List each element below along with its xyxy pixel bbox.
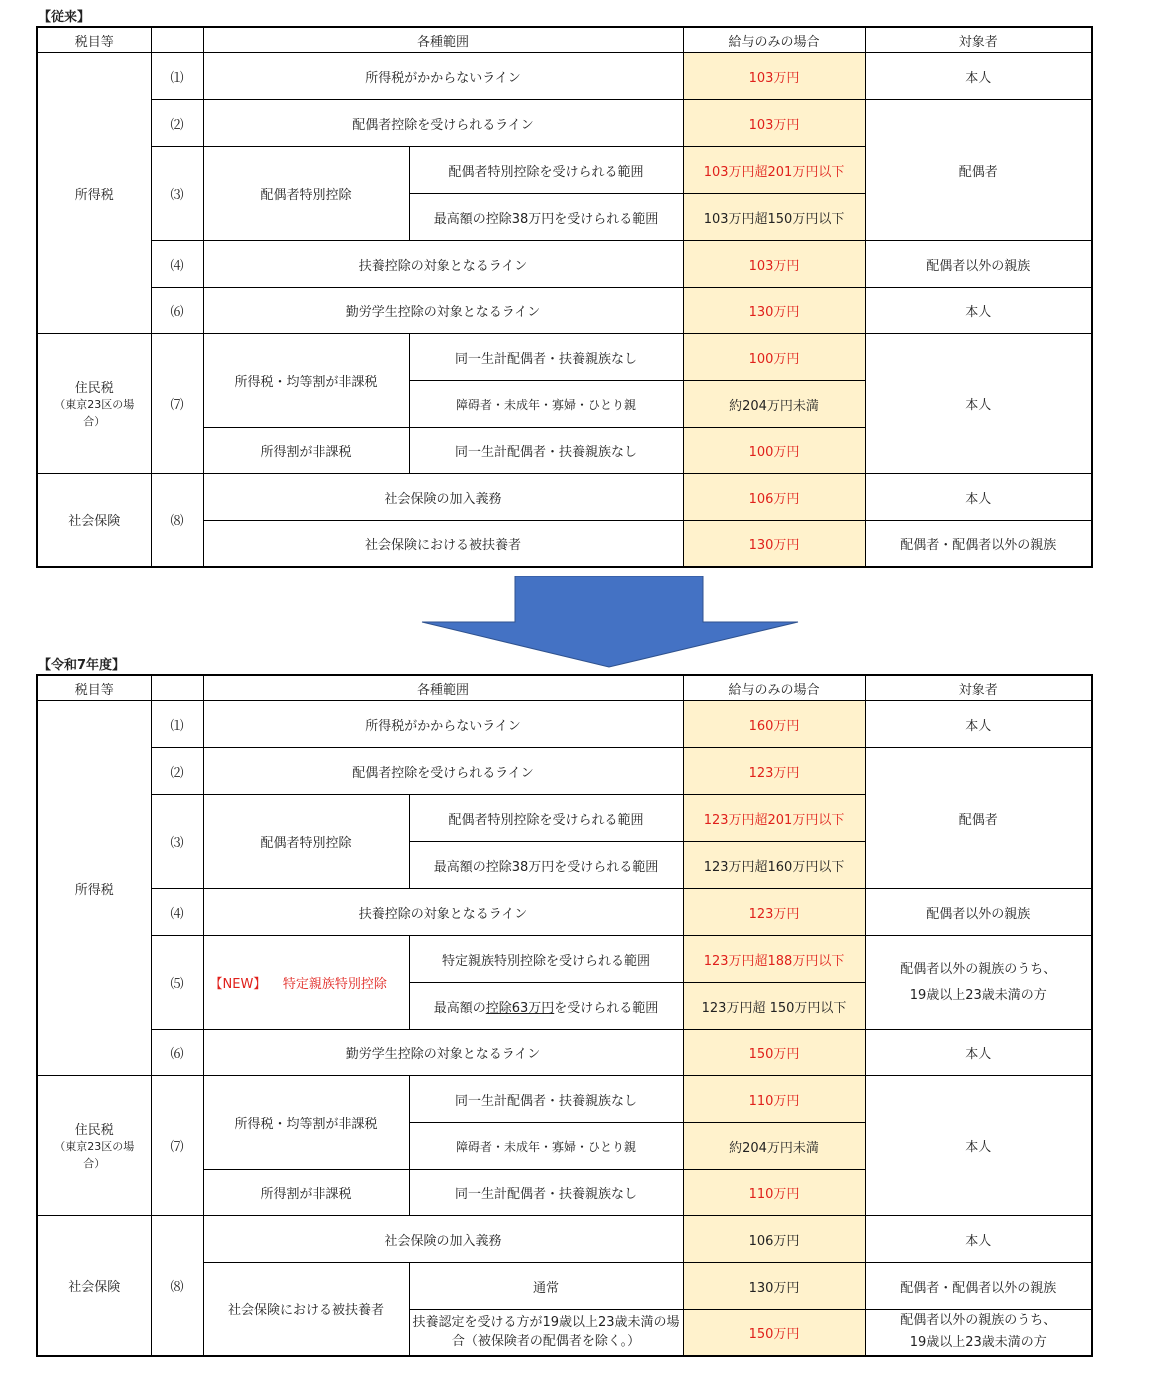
header-target: 対象者 [865,27,1092,53]
salary-value: 約204万円未満 [683,381,865,428]
sub-range-text: 最高額の [433,1000,486,1016]
header-tax-item: 税目等 [37,27,151,53]
new-badge: 【NEW】 [209,977,267,992]
sub-range-label: 配偶者特別控除を受けられる範囲 [409,147,683,194]
salary-value: 150万円 [683,1030,865,1076]
sub-range-label: 最高額の控除38万円を受けられる範囲 [409,842,683,889]
section-title-previous: 【従来】 [38,10,91,25]
target-label: 配偶者以外の親族 [865,241,1092,288]
sub-range-label: 特定親族特別控除を受けられる範囲 [409,936,683,983]
category-social-insurance: 社会保険 [37,474,151,567]
target-label: 配偶者 [865,100,1092,241]
range-label: 社会保険の加入義務 [203,1216,683,1263]
header-no [151,27,203,53]
salary-value: 106万円 [683,474,865,521]
sub-range-label: 通常 [409,1263,683,1310]
sub-range-label: 同一生計配偶者・扶養親族なし [409,1170,683,1216]
target-label: 本人 [865,1076,1092,1216]
table-row [37,288,1092,334]
range-label: 所得割が非課税 [203,428,409,474]
header-target: 対象者 [865,675,1092,701]
table-row [37,1030,1092,1076]
range-label: 社会保険における被扶養者 [203,1263,409,1356]
category-social-insurance: 社会保険 [37,1216,151,1356]
range-label: 所得税・均等割が非課税 [203,1076,409,1170]
target-label: 本人 [865,53,1092,100]
salary-value: 103万円 [683,53,865,100]
table-row [37,334,1092,381]
table-row [37,889,1092,936]
header-tax-item: 税目等 [37,675,151,701]
row-number: ⑹ [151,288,203,334]
sub-range-label: 同一生計配偶者・扶養親族なし [409,1076,683,1123]
target-label [865,1310,1092,1356]
salary-value: 106万円 [683,1216,865,1263]
header-no [151,675,203,701]
category-income-tax: 所得税 [37,701,151,1076]
salary-value: 100万円 [683,428,865,474]
previous-rules-table [36,26,1093,568]
category-income-tax: 所得税 [37,53,151,334]
target-label: 本人 [865,1030,1092,1076]
range-label: 所得割が非課税 [203,1170,409,1216]
down-arrow-icon [420,576,800,668]
category-note: （東京23区の場合） [54,398,135,428]
range-label: 配偶者特別控除 [203,795,409,889]
range-label: 社会保険の加入義務 [203,474,683,521]
row-number: ⑺ [151,334,203,474]
sub-range-label: 同一生計配偶者・扶養親族なし [409,428,683,474]
header-row [37,675,1092,701]
salary-value: 103万円超201万円以下 [683,147,865,194]
row-number: ⑸ [151,936,203,1030]
target-label: 本人 [865,474,1092,521]
table-row [37,100,1092,147]
target-line: 19歳以上23歳未満の方 [909,1335,1047,1351]
table-row [37,1216,1092,1263]
range-label: 所得税・均等割が非課税 [203,334,409,428]
salary-value: 130万円 [683,1263,865,1310]
sub-range-label: 障碍者・未成年・寡婦・ひとり親 [409,381,683,428]
salary-value: 150万円 [683,1310,865,1356]
header-row [37,27,1092,53]
range-label: 勤労学生控除の対象となるライン [203,288,683,334]
salary-value: 130万円 [683,288,865,334]
row-number: ⑹ [151,1030,203,1076]
sub-range-label: 配偶者特別控除を受けられる範囲 [409,795,683,842]
table-row [37,1076,1092,1123]
table-row [37,701,1092,748]
sub-range-label: 障碍者・未成年・寡婦・ひとり親 [409,1123,683,1170]
table-row [37,241,1092,288]
row-number: ⑻ [151,1216,203,1356]
salary-value: 123万円超188万円以下 [683,936,865,983]
category-label: 住民税 [74,1123,114,1138]
salary-value: 123万円 [683,889,865,936]
range-label: 所得税がかからないライン [203,53,683,100]
header-range: 各種範囲 [203,27,683,53]
table-row [37,748,1092,795]
salary-value: 110万円 [683,1076,865,1123]
sub-range-label: 最高額の控除38万円を受けられる範囲 [409,194,683,241]
range-label: 扶養控除の対象となるライン [203,889,683,936]
salary-value: 103万円 [683,100,865,147]
reiwa7-rules-table [36,674,1093,1357]
header-salary: 給与のみの場合 [683,27,865,53]
salary-value: 110万円 [683,1170,865,1216]
sub-range-label: 同一生計配偶者・扶養親族なし [409,334,683,381]
row-number: ⑵ [151,100,203,147]
row-number: ⑶ [151,795,203,889]
table-row [37,936,1092,983]
row-number: ⑷ [151,241,203,288]
target-label: 本人 [865,334,1092,474]
target-line: 配偶者以外の親族のうち、 [900,1313,1057,1329]
section-title-reiwa7: 【令和7年度】 [38,658,126,673]
category-note: （東京23区の場合） [54,1140,135,1170]
row-number: ⑻ [151,474,203,567]
category-label: 住民税 [74,381,114,396]
sub-range-underlined: 控除63万円 [485,1000,555,1016]
salary-value: 103万円 [683,241,865,288]
row-number: ⑵ [151,748,203,795]
row-number: ⑺ [151,1076,203,1216]
target-label: 本人 [865,1216,1092,1263]
sub-range-label: 扶養認定を受ける方が19歳以上23歳未満の場合（被保険者の配偶者を除く。） [409,1310,683,1356]
sub-range-text: を受けられる範囲 [554,1000,659,1016]
target-label: 配偶者 [865,748,1092,889]
target-line: 19歳以上23歳未満の方 [909,987,1047,1003]
target-label: 本人 [865,288,1092,334]
range-label: 社会保険における被扶養者 [203,521,683,567]
range-label: 勤労学生控除の対象となるライン [203,1030,683,1076]
sub-range-label [409,983,683,1030]
header-range: 各種範囲 [203,675,683,701]
target-label: 配偶者以外の親族 [865,889,1092,936]
row-number: ⑶ [151,147,203,241]
salary-value: 103万円超150万円以下 [683,194,865,241]
range-label: 所得税がかからないライン [203,701,683,748]
salary-value: 100万円 [683,334,865,381]
table-row [37,53,1092,100]
target-label [865,936,1092,1030]
target-line: 配偶者以外の親族のうち、 [900,961,1057,977]
table-row [37,474,1092,521]
salary-value: 123万円超 150万円以下 [683,983,865,1030]
target-label: 配偶者・配偶者以外の親族 [865,1263,1092,1310]
target-label: 本人 [865,701,1092,748]
range-label-new [203,936,409,1030]
row-number: ⑷ [151,889,203,936]
salary-value: 123万円超160万円以下 [683,842,865,889]
range-label-text: 特定親族特別控除 [282,977,387,992]
salary-value: 約204万円未満 [683,1123,865,1170]
row-number: ⑴ [151,53,203,100]
salary-value: 123万円超201万円以下 [683,795,865,842]
salary-value: 123万円 [683,748,865,795]
range-label: 扶養控除の対象となるライン [203,241,683,288]
range-label: 配偶者控除を受けられるライン [203,748,683,795]
target-label: 配偶者・配偶者以外の親族 [865,521,1092,567]
category-resident-tax [37,334,151,474]
range-label: 配偶者控除を受けられるライン [203,100,683,147]
header-salary: 給与のみの場合 [683,675,865,701]
salary-value: 160万円 [683,701,865,748]
salary-value: 130万円 [683,521,865,567]
range-label: 配偶者特別控除 [203,147,409,241]
row-number: ⑴ [151,701,203,748]
category-resident-tax [37,1076,151,1216]
